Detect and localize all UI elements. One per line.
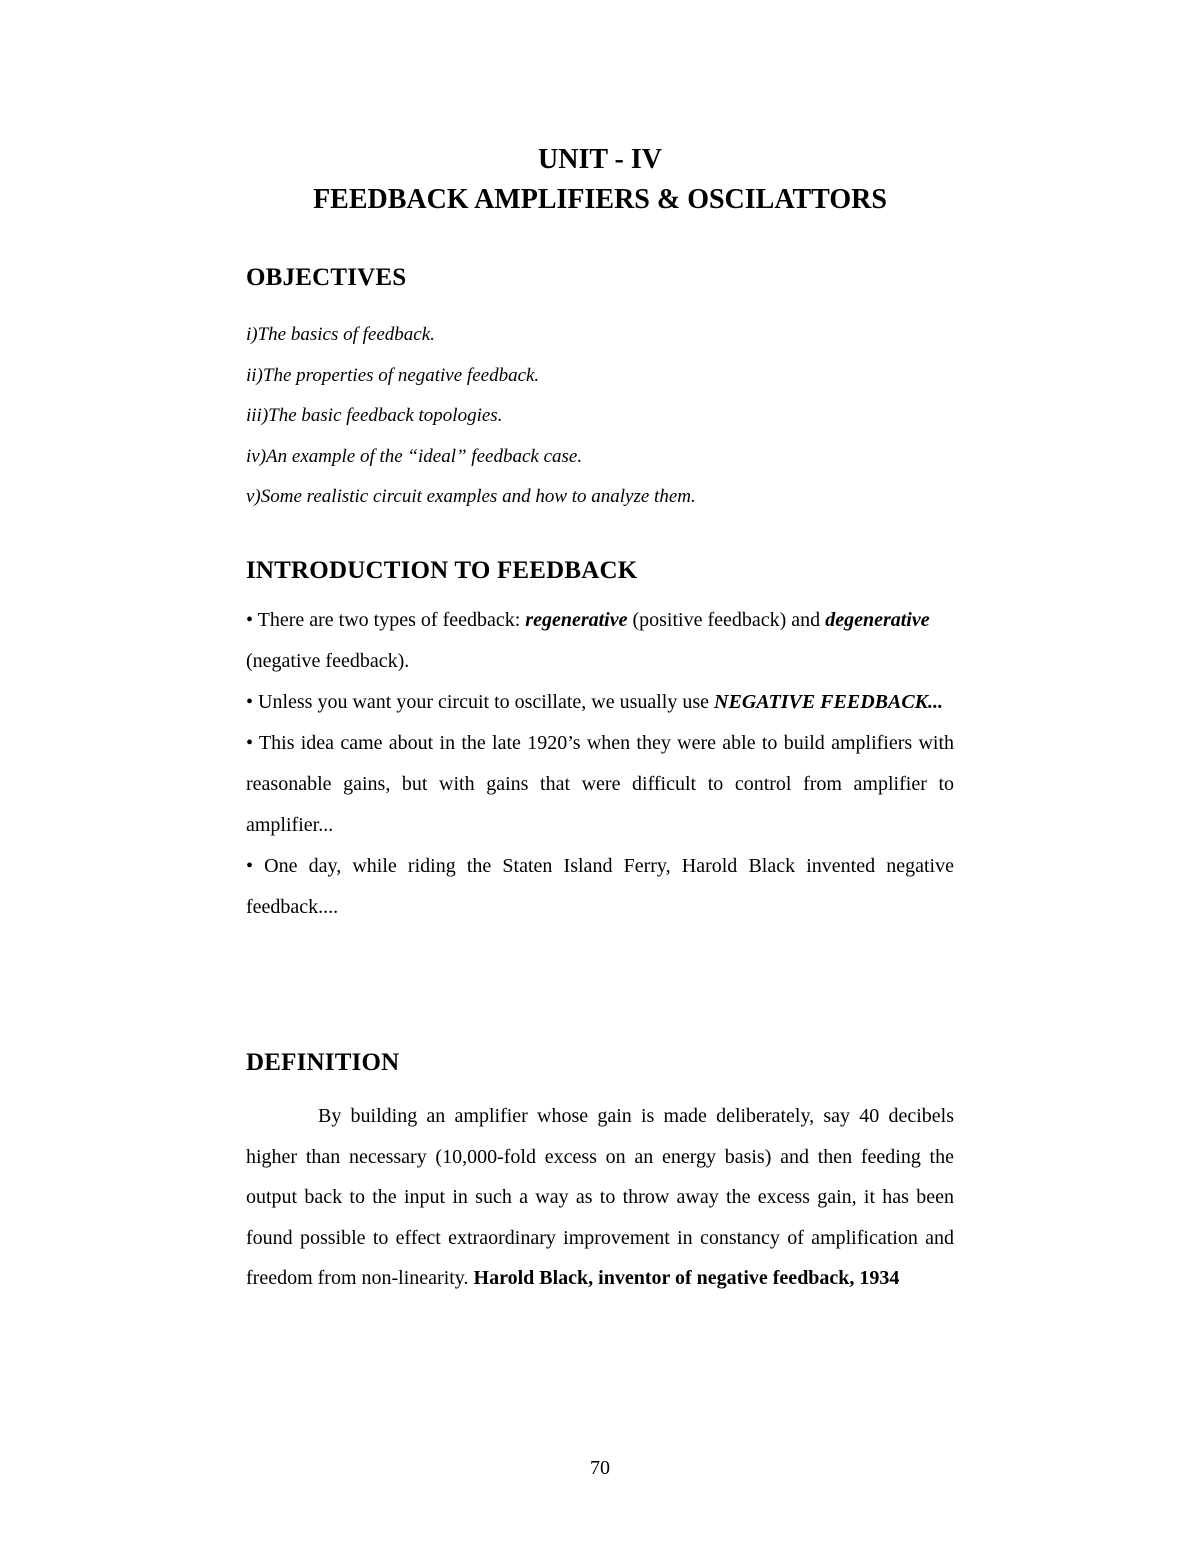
intro-paragraph-2: (negative feedback). <box>246 650 410 672</box>
objective-item: i)The basics of feedback. <box>246 324 435 345</box>
term-regenerative: regenerative <box>525 609 628 631</box>
introduction-body <box>246 600 954 928</box>
objectives-list <box>246 315 954 518</box>
intro-paragraph-4: • This idea came about in the late 1920’s when they were able to build amplifiers with reasonable gains, but with gains that were difficult to control from amplifier to amplifier... <box>246 732 954 836</box>
intro-paragraph-1 <box>246 600 954 641</box>
intro-text: • Unless you want your circuit to oscillate, we usually use <box>246 691 715 713</box>
definition-body <box>246 1096 954 1299</box>
unit-label: UNIT - IV <box>538 144 662 175</box>
term-degenerative: degenerative <box>825 609 930 631</box>
definition-attribution: Harold Black, inventor of negative feedback, 1934 <box>473 1267 900 1289</box>
page-number: 70 <box>590 1457 610 1479</box>
objective-item: iv)An example of the “ideal” feedback case. <box>246 445 583 467</box>
objective-item: iii)The basic feedback topologies. <box>246 405 503 426</box>
title-block <box>0 140 1200 220</box>
chapter-title: FEEDBACK AMPLIFIERS & OSCILATTORS <box>313 184 887 215</box>
objective-item: ii)The properties of negative feedback. <box>246 364 540 386</box>
objectives-heading: OBJECTIVES <box>246 264 407 291</box>
introduction-heading: INTRODUCTION TO FEEDBACK <box>246 557 638 584</box>
intro-text: • There are two types of feedback: <box>246 609 526 631</box>
definition-paragraph <box>246 1096 954 1299</box>
objective-item: v)Some realistic circuit examples and how to analyze them. <box>246 486 696 507</box>
intro-text: (positive feedback) and <box>627 609 826 631</box>
intro-paragraph-5: • One day, while riding the Staten Island Ferry, Harold Black invented negative feedback.... <box>246 855 954 918</box>
definition-text: By building an amplifier whose gain is made deliberately, say 40 decibels higher than necessary (10,000-fold excess on an energy basis) and then feeding the output back to the input in such a way as to throw away the excess gain, it has been found possible to effect extraordinary improvement in constancy of amplification and freedom from non-linearity. <box>246 1105 954 1289</box>
intro-paragraph-3 <box>246 682 954 723</box>
term-negative-feedback: NEGATIVE FEEDBACK... <box>714 691 943 713</box>
definition-heading: DEFINITION <box>246 1049 400 1076</box>
